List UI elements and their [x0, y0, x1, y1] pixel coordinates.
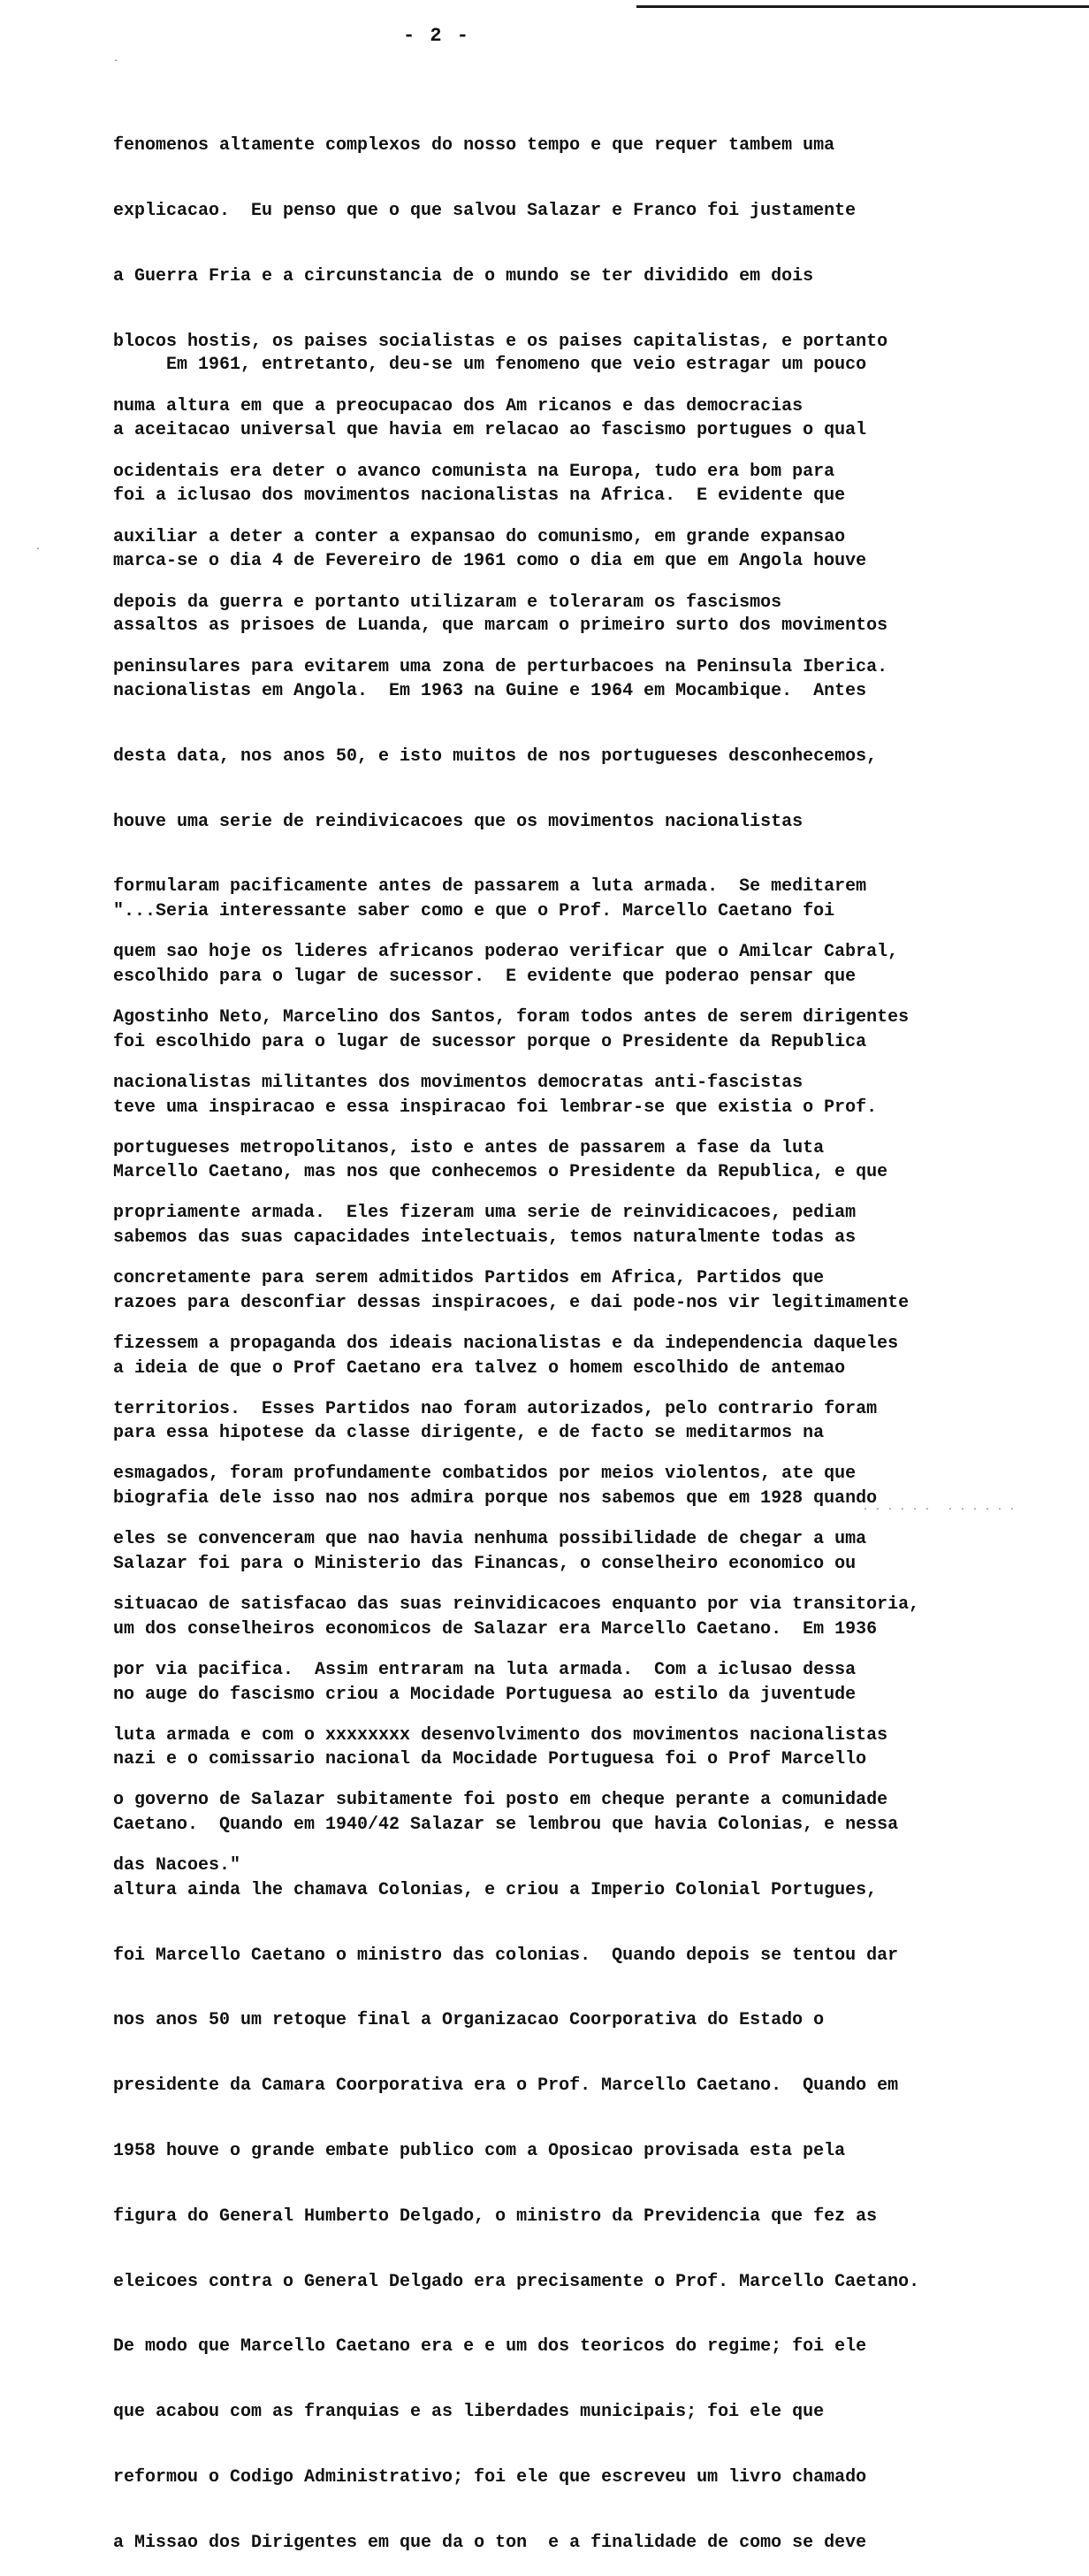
paragraph [113, 858, 1032, 2576]
text-line: a aceitacao universal que havia em relacao ao fascismo portugues o qual [113, 419, 867, 440]
text-line: teve uma inspiracao e essa inspiracao foi lembrar-se que existia o Prof. [113, 1097, 878, 1118]
text-line: Caetano. Quando em 1940/42 Salazar se lembrou que havia Colonias, e nessa [113, 1815, 899, 1836]
text-line: desta data, nos anos 50, e isto muitos de nos portugueses desconhecemos, [113, 745, 878, 767]
text-line: assaltos as prisoes de Luanda, que marcam o primeiro surto dos movimentos [113, 615, 888, 637]
text-line: altura ainda lhe chamava Colonias, e criou a Imperio Colonial Portugues, [113, 1879, 878, 1900]
text-line: portugueses metropolitanos, isto e antes de passarem a fase da luta [113, 1137, 825, 1158]
text-line: houve uma serie de reindivicacoes que os movimentos nacionalistas [113, 811, 803, 832]
text-line: situacao de satisfacao das suas reinvidicacoes enquanto por via transitoria, [113, 1594, 920, 1616]
text-line: escolhido para o lugar de sucessor. E evidente que poderao pensar que [113, 966, 857, 987]
text-line: concretamente para serem admitidos Partidos em Africa, Partidos que [113, 1268, 825, 1289]
text-line: que acabou com as franquias e as liberdades municipais; foi ele que [113, 2402, 825, 2423]
text-line: depois da guerra e portanto utilizaram e toleraram os fascismos [113, 592, 782, 613]
text-line: quem sao hoje os lideres africanos poderao verificar que o Amilcar Cabral, [113, 942, 899, 963]
text-line: reformou o Codigo Administrativo; foi ele que escreveu um livro chamado [113, 2466, 867, 2488]
text-line: eleicoes contra o General Delgado era precisamente o Prof. Marcello Caetano. [113, 2271, 920, 2292]
text-line: figura do General Humberto Delgado, o ministro da Previdencia que fez as [113, 2205, 878, 2227]
text-line: no auge do fascismo criou a Mocidade Portuguesa ao estilo da juventude [113, 1684, 857, 1705]
text-line: nacionalistas em Angola. Em 1963 na Guine e 1964 em Mocambique. Antes [113, 681, 867, 702]
text-line: sabemos das suas capacidades intelectuais, temos naturalmente todas as [113, 1227, 857, 1249]
text-line: um dos conselheiros economicos de Salazar era Marcello Caetano. Em 1936 [113, 1618, 878, 1640]
text-line: presidente da Camara Coorporativa era o Prof. Marcello Caetano. Quando em [113, 2075, 899, 2097]
text-line: auxiliar a deter a conter a expansao do comunismo, em grande expansao [113, 526, 846, 547]
text-line: razoes para desconfiar dessas inspiracoes, e dai pode-nos vir legitimamente [113, 1292, 910, 1313]
text-line: biografia dele isso nao nos admira porque nos sabemos que em 1928 quando [113, 1488, 878, 1510]
text-line: propriamente armada. Eles fizeram uma serie de reinvidicacoes, pediam [113, 1203, 857, 1224]
text-line: Agostinho Neto, Marcelino dos Santos, foram todos antes de serem dirigentes [113, 1007, 910, 1028]
text-line: Salazar foi para o Ministerio das Financas, o conselheiro economico ou [113, 1554, 857, 1574]
text-line: "...Seria interessante saber como e que o Prof. Marcello Caetano foi [113, 901, 835, 922]
text-line: De modo que Marcello Caetano era e e um dos teoricos do regime; foi ele [113, 2336, 867, 2358]
text-line: a ideia de que o Prof Caetano era talvez o homem escolhido de antemao [113, 1357, 846, 1379]
text-line: das Nacoes." [113, 1855, 241, 1877]
text-line: esmagados, foram profundamente combatidos por meios violentos, ate que [113, 1464, 857, 1485]
scan-speck: · [35, 545, 42, 554]
text-line: peninsulares para evitarem uma zona de perturbacoes na Peninsula Iberica. [113, 657, 888, 678]
text-line: foi a iclusao dos movimentos nacionalistas na Africa. E evidente que [113, 485, 846, 506]
text-line: eles se convenceram que nao havia nenhuma possibilidade de chegar a uma [113, 1529, 867, 1550]
text-line: explicacao. Eu penso que o que salvou Salazar e Franco foi justamente [113, 200, 857, 221]
text-line: luta armada e com o xxxxxxxx desenvolvimento dos movimentos nacionalistas [113, 1724, 888, 1746]
text-line: nacionalistas militantes dos movimentos democratas anti-fascistas [113, 1072, 803, 1093]
page-number: - 2 - [403, 25, 471, 47]
text-line: a Missao dos Dirigentes em que da o ton e a finalidade de como se deve [113, 2532, 867, 2553]
text-line: Em 1961, entretanto, deu-se um fenomeno que veio estragar um pouco [113, 355, 867, 376]
scan-speck: . . . . . . [863, 1503, 932, 1513]
text-line: 1958 houve o grande embate publico com a Oposicao provisada esta pela [113, 2141, 846, 2162]
text-line: o governo de Salazar subitamente foi posto em cheque perante a comunidade [113, 1790, 888, 1811]
text-line: Marcello Caetano, mas nos que conhecemos o Presidente da Republica, e que [113, 1162, 888, 1183]
text-line: nazi e o comissario nacional da Mocidade Portuguesa foi o Prof Marcello [113, 1749, 867, 1770]
text-line: territorios. Esses Partidos nao foram autorizados, pelo contrario foram [113, 1398, 878, 1419]
text-line: formularam pacificamente antes de passarem a luta armada. Se meditarem [113, 876, 867, 898]
text-line: foi escolhido para o lugar de sucessor porque o Presidente da Republica [113, 1031, 867, 1052]
text-line: ocidentais era deter o avanco comunista na Europa, tudo era bom para [113, 462, 835, 483]
text-line: por via pacifica. Assim entraram na luta armada. Com a iclusao dessa [113, 1659, 857, 1680]
text-line: nos anos 50 um retoque final a Organizacao Coorporativa do Estado o [113, 2010, 825, 2031]
text-line: marca-se o dia 4 de Fevereiro de 1961 como o dia em que em Angola houve [113, 550, 867, 571]
top-border-rule [636, 5, 1089, 8]
text-line: foi Marcello Caetano o ministro das colonias. Quando depois se tentou dar [113, 1945, 899, 1966]
text-line: numa altura em que a preocupacao dos Am ricanos e das democracias [113, 396, 803, 417]
scan-speck: · [113, 57, 119, 66]
scan-speck: . . . . . . [948, 1503, 1017, 1513]
text-line: fizessem a propaganda dos ideais nacionalistas e da independencia daqueles [113, 1333, 899, 1354]
text-line: fenomenos altamente complexos do nosso tempo e que requer tambem uma [113, 135, 835, 157]
text-line: para essa hipotese da classe dirigente, e de facto se meditarmos na [113, 1423, 825, 1444]
text-line: a Guerra Fria e a circunstancia de o mundo se ter dividido em dois [113, 265, 814, 287]
text-line: blocos hostis, os paises socialistas e os paises capitalistas, e portanto [113, 331, 888, 352]
